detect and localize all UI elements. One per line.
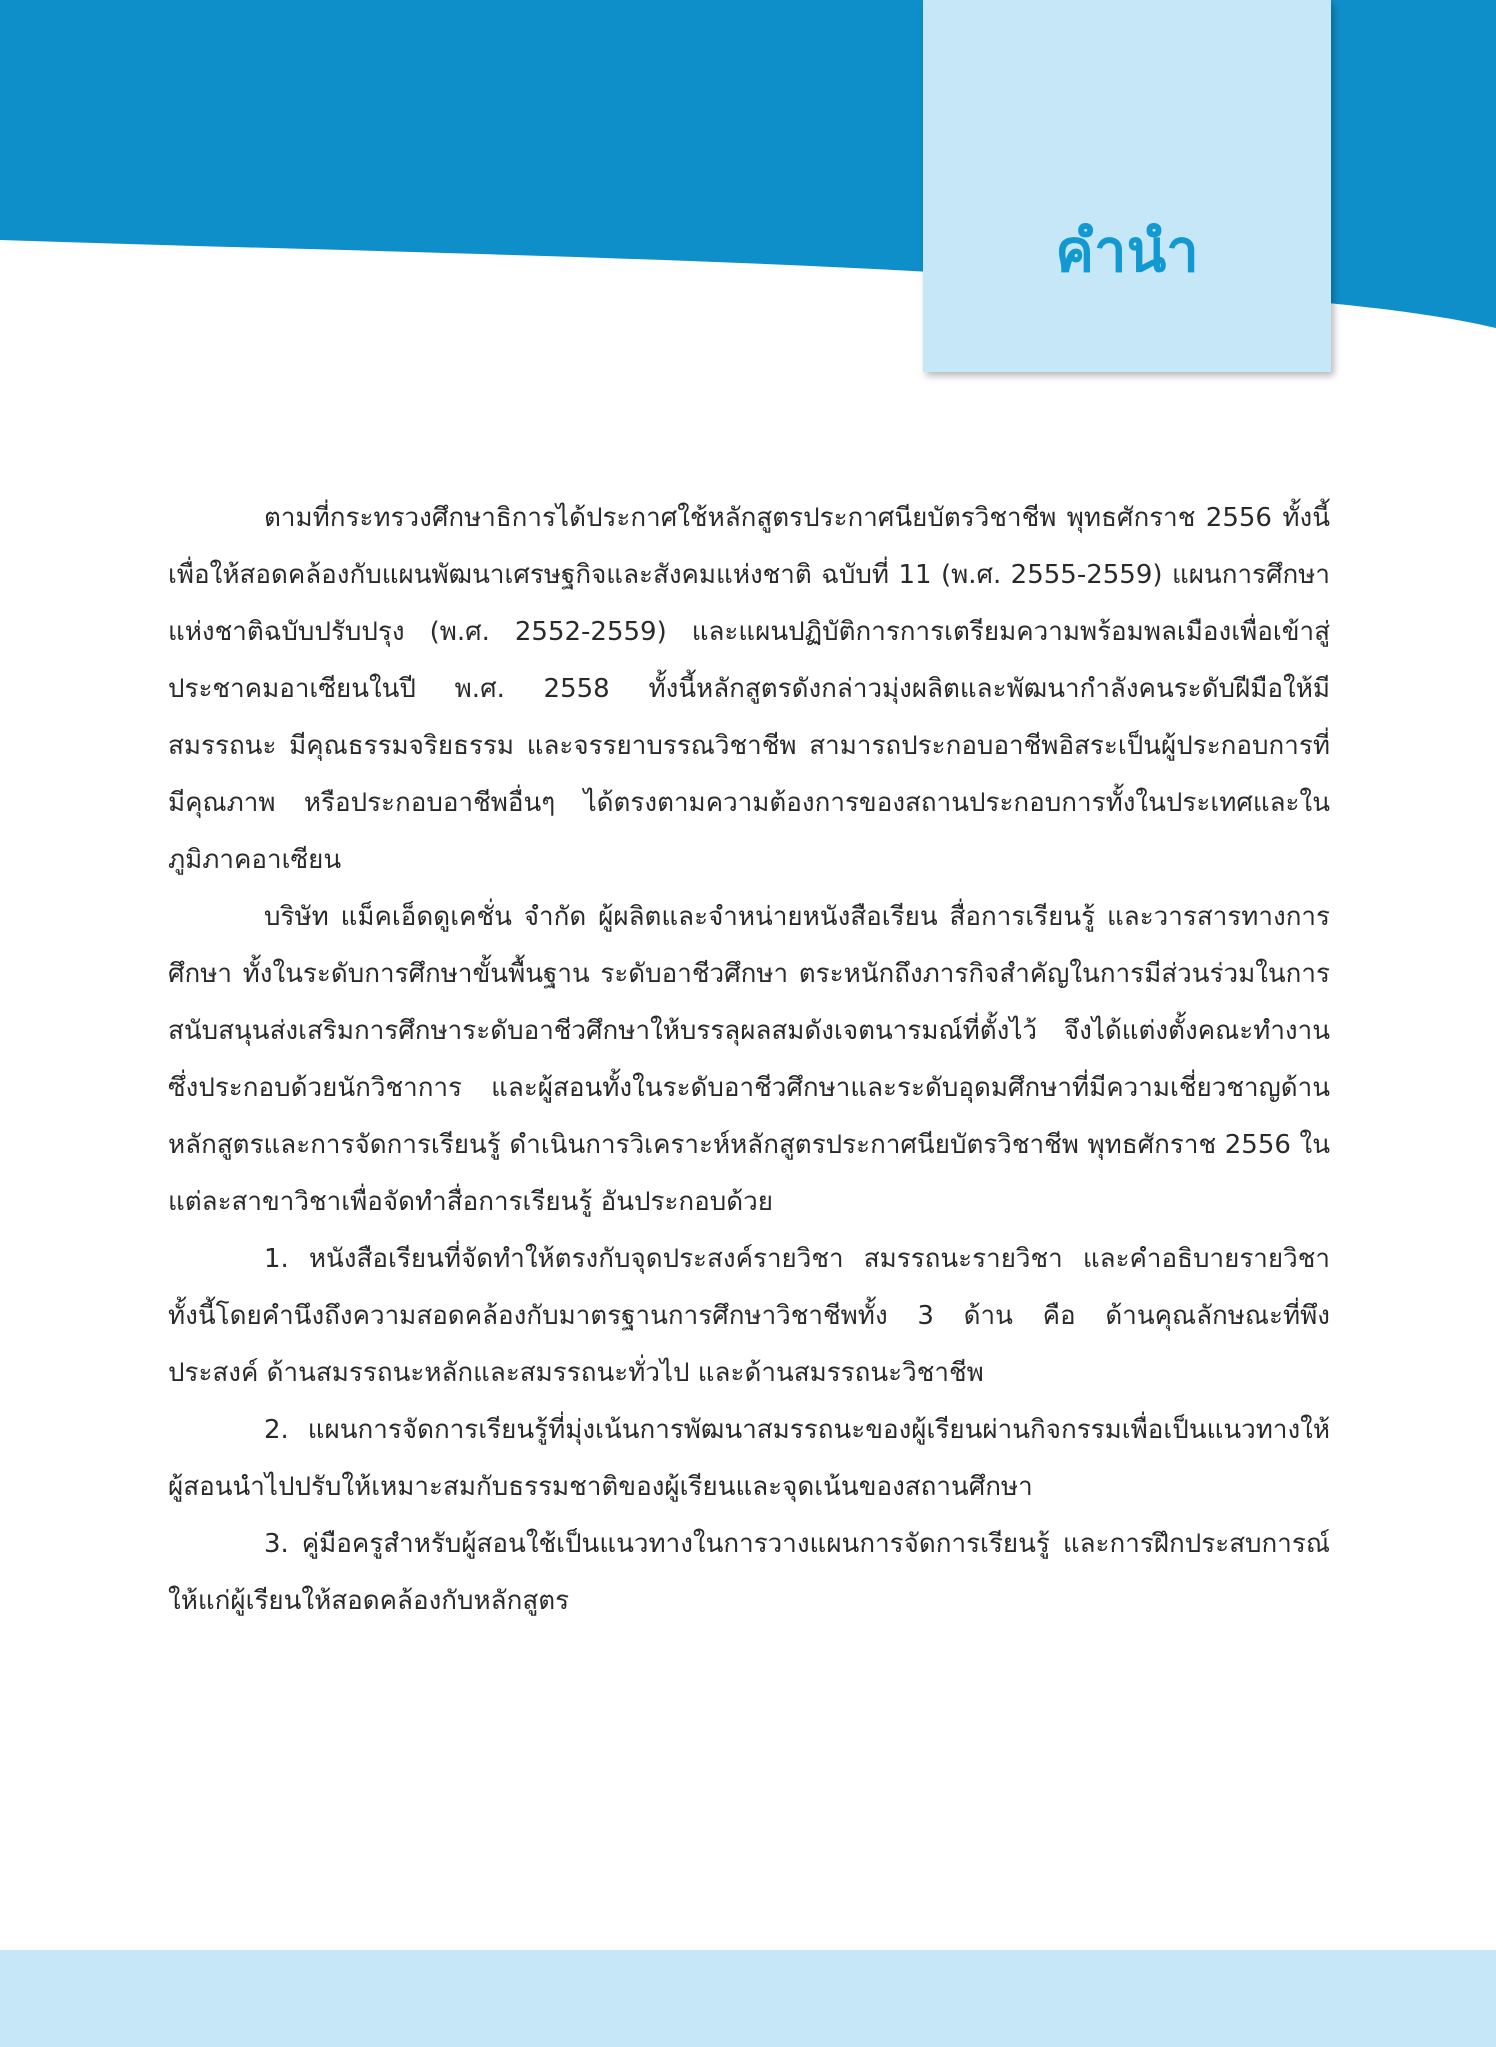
paragraph-item-1: 1. หนังสือเรียนที่จัดทำให้ตรงกับจุดประสงค์รายวิชา สมรรถนะรายวิชา และคำอธิบายรายวิชา ทั้งนี้โดยคำนึงถึงความสอดคล้องกับมาตรฐานการศึกษาวิชาชีพทั้ง 3 ด้าน คือ ด้านคุณลักษณะที่พึงประสงค์ ด้านสมรรถนะหลักและสมรรถนะทั่วไป และด้านสมรรถนะวิชาชีพ xyxy=(168,1244,1330,1388)
paragraph-item-3: 3. คู่มือครูสำหรับผู้สอนใช้เป็นแนวทางในการวางแผนการจัดการเรียนรู้ และการฝึกประสบการณ์ให้แก่ผู้เรียนให้สอดคล้องกับหลักสูตร xyxy=(168,1529,1330,1616)
foreword-body xyxy=(168,490,1330,1630)
page-title: คำนำ xyxy=(1055,217,1199,285)
paragraph-intro: ตามที่กระทรวงศึกษาธิการได้ประกาศใช้หลักสูตรประกาศนียบัตรวิชาชีพ พุทธศักราช 2556 ทั้งนี้เพื่อให้สอดคล้องกับแผนพัฒนาเศรษฐกิจและสังคมแห่งชาติ ฉบับที่ 11 (พ.ศ. 2555-2559) แผนการศึกษาแห่งชาติฉบับปรับปรุง (พ.ศ. 2552-2559) และแผนปฏิบัติการการเตรียมความพร้อมพลเมืองเพื่อเข้าสู่ประชาคมอาเซียนในปี พ.ศ. 2558 ทั้งนี้หลักสูตรดังกล่าวมุ่งผลิตและพัฒนากำลังคนระดับฝีมือให้มีสมรรถนะ มีคุณธรรมจริยธรรม และจรรยาบรรณวิชาชีพ สามารถประกอบอาชีพอิสระเป็นผู้ประกอบการที่มีคุณภาพ หรือประกอบอาชีพอื่นๆ ได้ตรงตามความต้องการของสถานประกอบการทั้งในประเทศและในภูมิภาคอาเซียน xyxy=(168,503,1330,875)
title-box xyxy=(923,0,1331,372)
paragraph-item-2: 2. แผนการจัดการเรียนรู้ที่มุ่งเน้นการพัฒนาสมรรถนะของผู้เรียนผ่านกิจกรรมเพื่อเป็นแนวทางให้ผู้สอนนำไปปรับให้เหมาะสมกับธรรมชาติของผู้เรียนและจุดเน้นของสถานศึกษา xyxy=(168,1415,1330,1502)
footer-band xyxy=(0,1950,1496,2047)
paragraph-company: บริษัท แม็คเอ็ดดูเคชั่น จำกัด ผู้ผลิตและจำหน่ายหนังสือเรียน สื่อการเรียนรู้ และวารสารทางการศึกษา ทั้งในระดับการศึกษาขั้นพื้นฐาน ระดับอาชีวศึกษา ตระหนักถึงภารกิจสำคัญในการมีส่วนร่วมในการสนับสนุนส่งเสริมการศึกษาระดับอาชีวศึกษาให้บรรลุผลสมดังเจตนารมณ์ที่ตั้งไว้ จึงได้แต่งตั้งคณะทำงานซึ่งประกอบด้วยนักวิชาการ และผู้สอนทั้งในระดับอาชีวศึกษาและระดับอุดมศึกษาที่มีความเชี่ยวชาญด้านหลักสูตรและการจัดการเรียนรู้ ดำเนินการวิเคราะห์หลักสูตรประกาศนียบัตรวิชาชีพ พุทธศักราช 2556 ในแต่ละสาขาวิชาเพื่อจัดทำสื่อการเรียนรู้ อันประกอบด้วย xyxy=(168,902,1330,1217)
